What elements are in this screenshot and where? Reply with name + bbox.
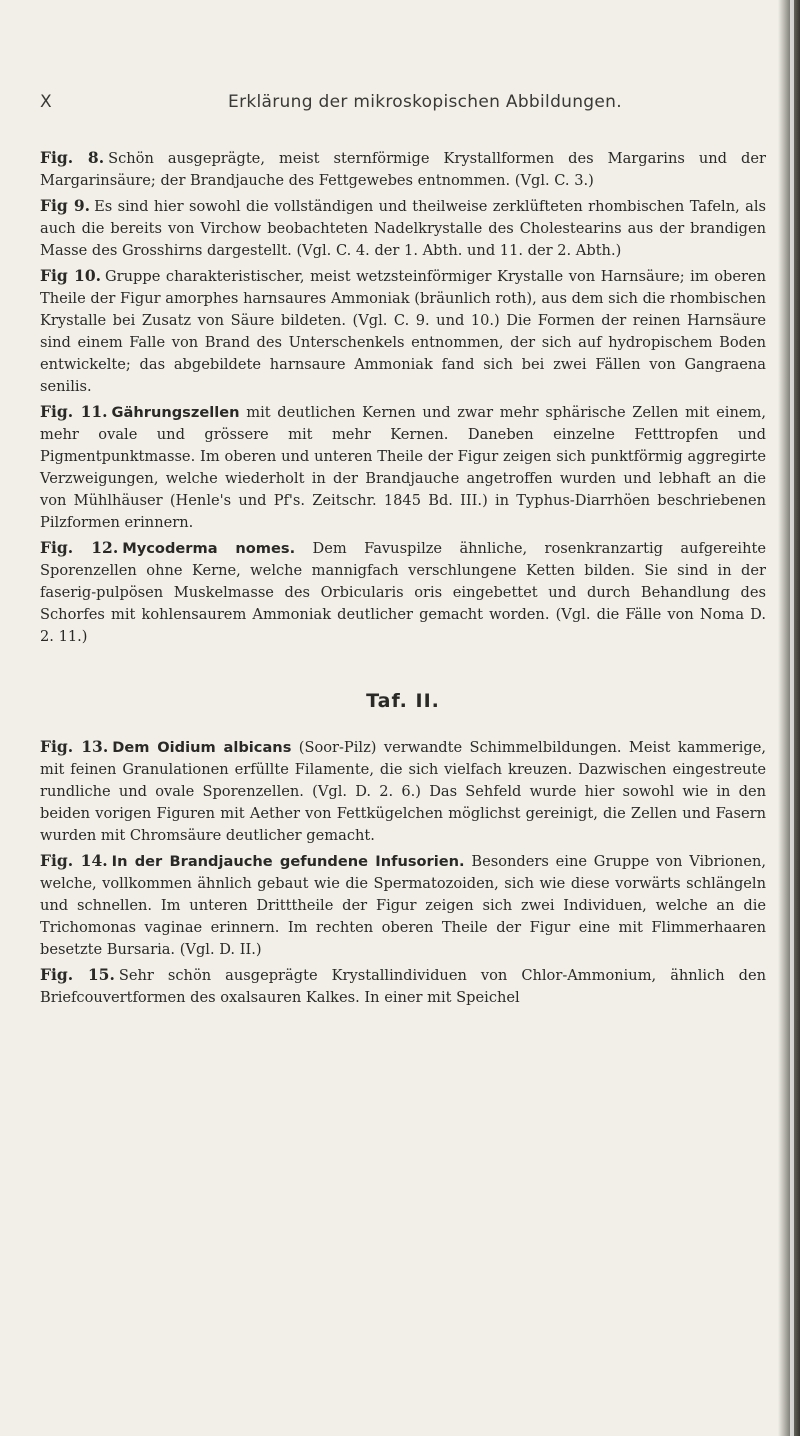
figure-list-part2 [40, 736, 766, 1009]
section-heading: Taf. II. [366, 690, 440, 712]
figure-entry [40, 195, 766, 262]
figure-description: Dem Favuspilze ähnliche, rosenkranzartig aufgereihte Sporenzellen ohne Kerne, welche mannigfach verschlungene Ketten bilden. Sie sind in der faserig-pulpösen Muskelmasse des Orbicularis oris eingebettet und durch Behandlung des Schorfes mit kohlensaurem Ammoniak deutlicher gemacht worden. (Vgl. die Fälle von Noma D. 2. 11.) [40, 540, 767, 645]
figure-label: Fig. 13. [40, 737, 109, 756]
body-text [40, 147, 766, 1012]
figure-description: mit deutlichen Kernen und zwar mehr sphärische Zellen mit einem, mehr ovale und grössere mit mehr Kernen. Daneben einzelne Fetttropfen und Pigmentpunktmasse. Im oberen und unteren Theile der Figur zeigen sich punktförmig aggregirte Verzweigungen, welche wiederholt in der Brandjauche angetroffen wurden und lebhaft an die von Mühlhäuser (Henle's und Pf's. Zeitschr. 1845 Bd. III.) in Typhus-Diarrhöen beschriebenen Pilzformen erinnern. [40, 404, 766, 531]
figure-lead: Gährungszellen [111, 404, 240, 421]
page-number: X [40, 92, 52, 112]
figure-label: Fig. 15. [40, 965, 115, 984]
figure-label: Fig. 11. [40, 402, 108, 421]
running-title: Erklärung der mikroskopischen Abbildungen. [228, 92, 622, 112]
figure-entry [40, 265, 766, 398]
figure-entry [40, 147, 766, 192]
figure-entry [40, 850, 766, 961]
figure-entry [40, 964, 766, 1009]
figure-label: Fig. 12. [40, 538, 119, 557]
figure-label: Fig. 14. [40, 851, 108, 870]
figure-entry [40, 736, 766, 847]
figure-lead: In der Brandjauche gefundene Infusorien. [111, 853, 465, 870]
figure-description: Schön ausgeprägte, meist sternförmige Krystallformen des Margarins und der Margarinsäure; der Brandjauche des Fettgewebes entnommen. (Vgl. C. 3.) [40, 150, 766, 189]
page-header [40, 92, 760, 118]
figure-description: Sehr schön ausgeprägte Krystallindividuen von Chlor-Ammonium, ähnlich den Briefcouvertformen des oxalsauren Kalkes. In einer mit Speichel [40, 967, 766, 1006]
figure-entry [40, 537, 766, 648]
figure-description: (Soor-Pilz) verwandte Schimmelbildungen. Meist kammerige, mit feinen Granulationen erfüllte Filamente, die sich vielfach kreuzen. Dazwischen eingestreute rundliche und ovale Sporenzellen. (Vgl. D. 2. 6.) Das Sehfeld wurde hier sowohl wie in den beiden vorigen Figuren mit Aether von Fettkügelchen möglichst gereinigt, die Zellen und Fasern wurden mit Chromsäure deutlicher gemacht. [40, 739, 766, 844]
figure-entry [40, 401, 766, 534]
figure-list-part1 [40, 147, 766, 648]
figure-label: Fig 9. [40, 196, 91, 215]
page-edge-shadow [778, 0, 800, 1436]
figure-lead: Dem Oidium albicans [112, 739, 292, 756]
figure-description: Besonders eine Gruppe von Vibrionen, welche, vollkommen ähnlich gebaut wie die Spermatozoiden, sich wie diese vorwärts schlängeln und schnellen. Im unteren Dritttheile der Figur zeigen sich zwei Individuen, welche an die Trichomonas vaginae erinnern. Im rechten oberen Theile der Figur eine mit Flimmerhaaren besetzte Bursaria. (Vgl. D. II.) [40, 853, 766, 958]
figure-lead: Mycoderma nomes. [122, 540, 296, 557]
figure-description: Gruppe charakteristischer, meist wetzsteinförmiger Krystalle von Harnsäure; im oberen Theile der Figur amorphes harnsaures Ammoniak (bräunlich roth), aus dem sich die rhombischen Krystalle bei Zusatz von Säure bildeten. (Vgl. C. 9. und 10.) Die Formen der reinen Harnsäure sind einem Falle von Brand des Unterschenkels entnommen, der sich auf hydropischem Boden entwickelte; das abgebildete harnsaure Ammoniak fand sich bei zwei Fällen von Gangraena senilis. [40, 268, 766, 395]
figure-label: Fig 10. [40, 266, 101, 285]
page-edge-highlight [790, 0, 794, 1436]
figure-label: Fig. 8. [40, 148, 105, 167]
figure-description: Es sind hier sowohl die vollständigen und theilweise zerklüfteten rhombischen Tafeln, als auch die bereits von Virchow beobachteten Nadelkrystalle des Cholestearins aus der brandigen Masse des Grosshirns dargestellt. (Vgl. C. 4. der 1. Abth. und 11. der 2. Abth.) [40, 198, 766, 259]
